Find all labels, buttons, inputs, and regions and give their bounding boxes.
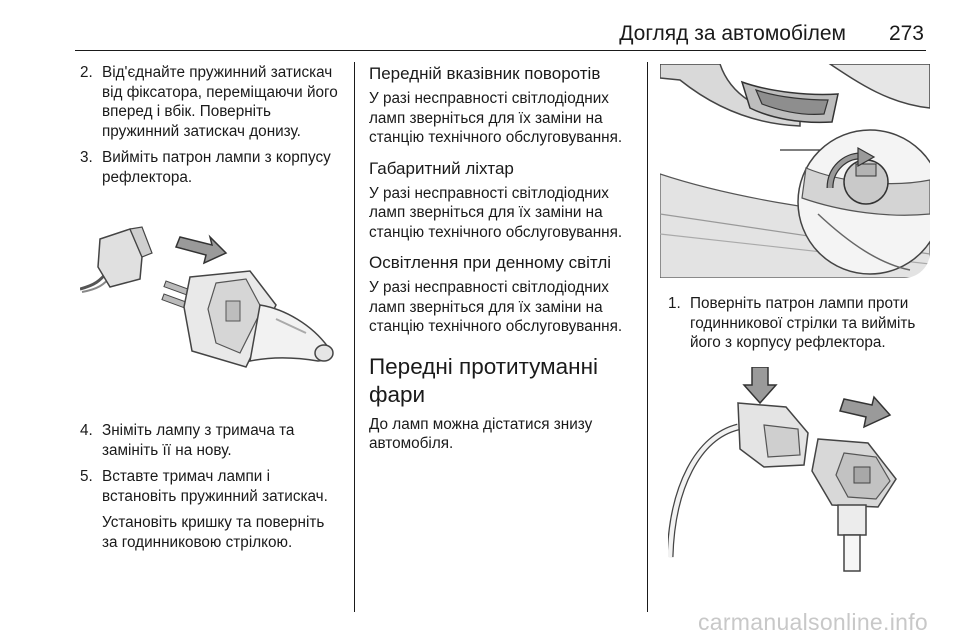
- steps-bottom: [80, 421, 342, 552]
- fog-light-access-illustration: [660, 64, 930, 278]
- step-number: 1.: [668, 295, 681, 312]
- step-number: 4.: [80, 422, 93, 439]
- step-text: Від'єднайте пружинний затискач від фіксатора, переміщаючи його вперед і вбік. Поверніть пружинний затискач донизу.: [102, 64, 338, 140]
- watermark: carmanualsonline.info: [697, 609, 928, 635]
- step-4: [80, 421, 342, 460]
- section-heading-turn-signal: Передній вказівник поворотів: [369, 64, 601, 83]
- section-heading-fog-lights: Передні протитуманні фари: [369, 353, 598, 407]
- note-text: Установіть кришку та поверніть за годинниковою стрілкою.: [102, 514, 325, 551]
- section-body: У разі несправності світлодіодних ламп зверніться для їх заміни на станцію технічного обслуговування.: [369, 90, 623, 146]
- column-2: [369, 63, 629, 464]
- column-3: [668, 64, 930, 575]
- section-heading-daytime-light: Освітлення при денному світлі: [369, 253, 612, 272]
- step-1: [668, 294, 930, 353]
- column-1: [80, 63, 342, 552]
- page-title: Догляд за автомобілем: [619, 22, 846, 45]
- step-number: 3.: [80, 149, 93, 166]
- column-divider-left: [354, 62, 355, 612]
- step-number: 2.: [80, 64, 93, 81]
- section-body: У разі несправності світлодіодних ламп зверніться для їх заміни на станцію технічного обслуговування.: [369, 184, 623, 241]
- fog-bulb-removal-illustration: [668, 367, 930, 575]
- section-body: У разі несправності світлодіодних ламп зверніться для їх заміни на станцію технічного обслуговування.: [369, 279, 623, 335]
- page-number: 273: [888, 22, 924, 45]
- step-text: Зніміть лампу з тримача та замініть її на нову.: [102, 422, 295, 459]
- step-text: Вийміть патрон лампи з корпусу рефлектора.: [102, 149, 331, 186]
- column-divider-right: [647, 62, 648, 612]
- step-5: [80, 467, 342, 506]
- step-number: 5.: [80, 468, 93, 485]
- step-text: Вставте тримач лампи і встановіть пружинний затискач.: [102, 468, 328, 505]
- section-body: До ламп можна дістатися знизу автомобіля.: [369, 415, 593, 452]
- step-3: [80, 148, 342, 187]
- step-2: [80, 63, 342, 141]
- step-text: Поверніть патрон лампи проти годинникової стрілки та вийміть його з корпусу рефлектора.: [690, 295, 916, 351]
- page-header: [75, 0, 926, 51]
- section-heading-side-light: Габаритний ліхтар: [369, 158, 514, 178]
- bulb-holder-illustration: [80, 197, 342, 405]
